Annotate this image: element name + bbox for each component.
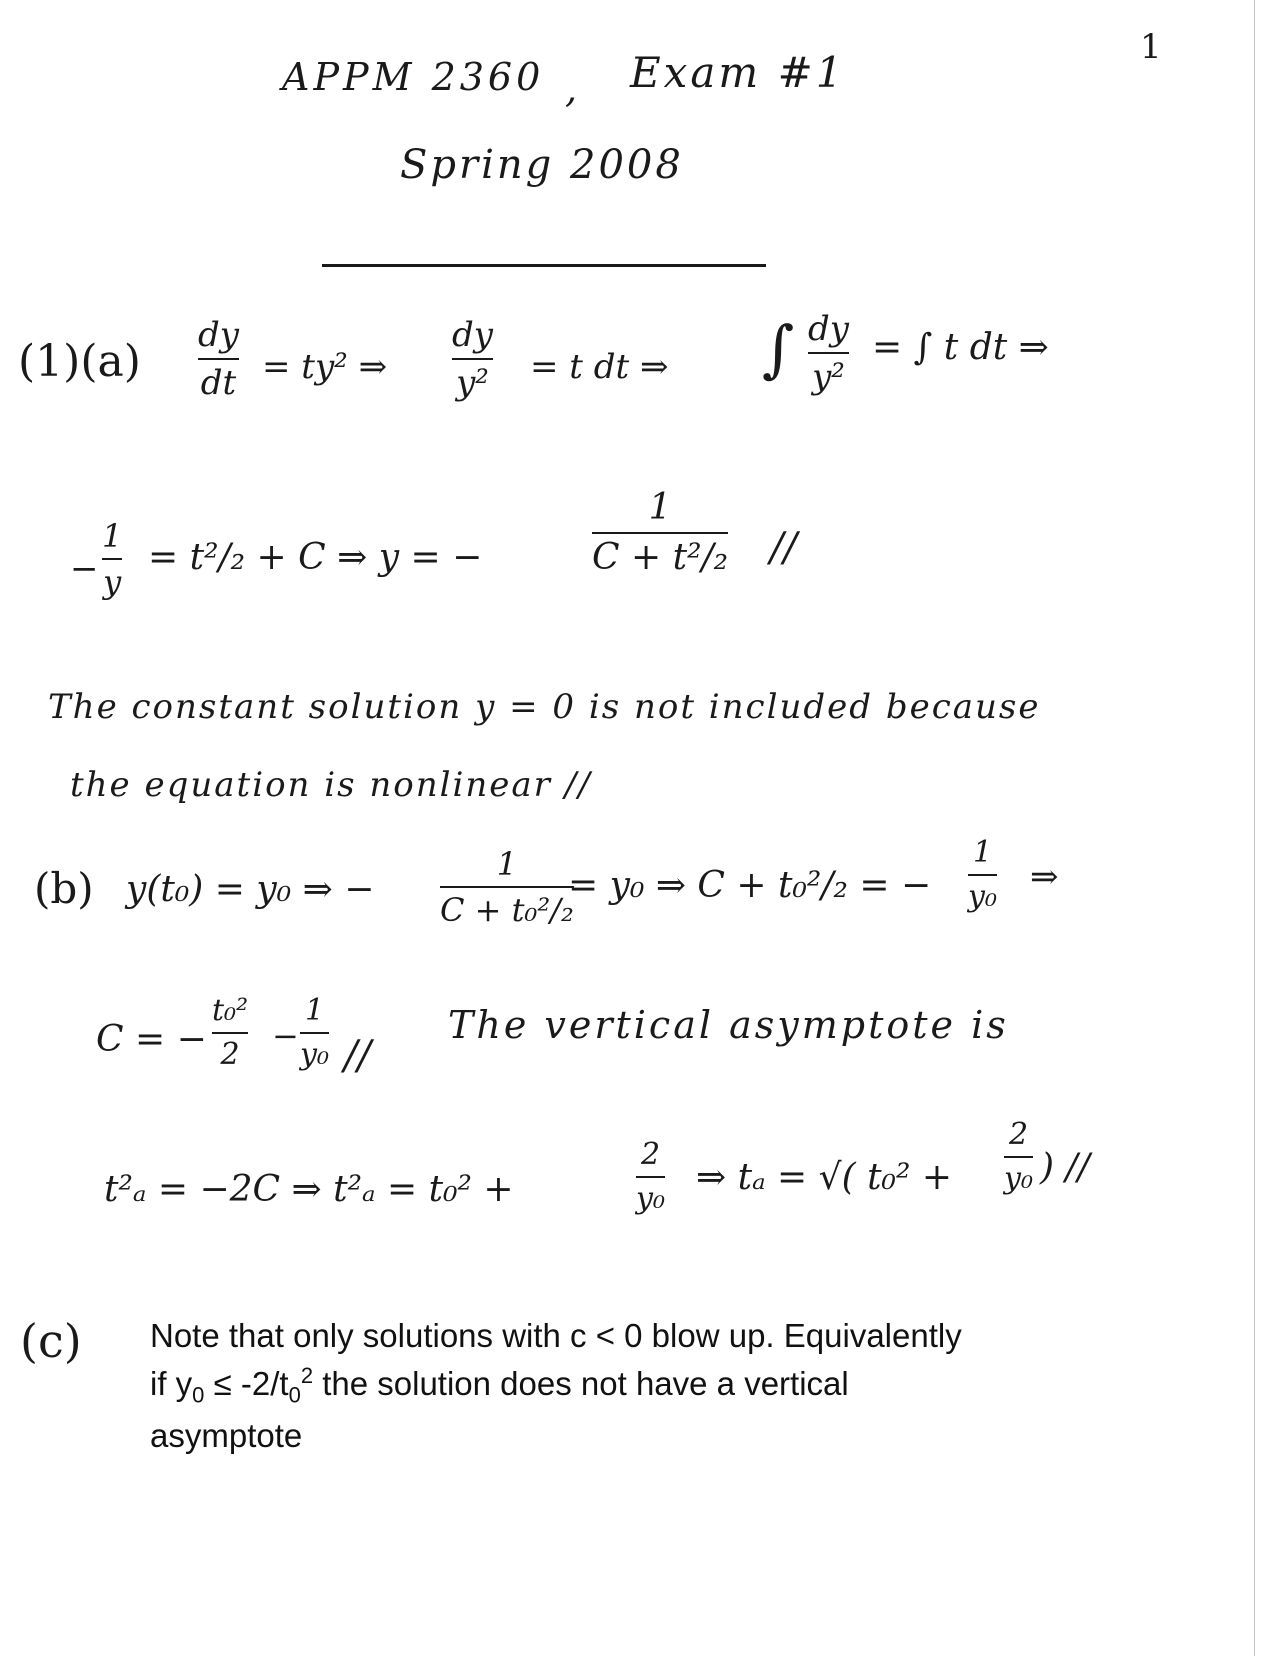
superscript: 2 xyxy=(300,1363,314,1388)
fraction-denominator: y₀ xyxy=(968,879,997,914)
fraction-numerator: 1 xyxy=(496,845,518,883)
fraction-numerator: dy xyxy=(808,309,849,349)
equation-rhs: = ∫ t dt ⇒ xyxy=(872,327,1049,368)
answer-mark: ) // xyxy=(1040,1147,1090,1188)
part-c-text xyxy=(150,1316,1150,1456)
page-number: 1 xyxy=(1140,27,1162,67)
fraction-denominator: C + t²/₂ xyxy=(592,537,729,578)
subscript: 0 xyxy=(288,1382,301,1408)
scan-edge-line xyxy=(1254,0,1255,1656)
fraction-bar xyxy=(1004,1156,1033,1158)
fraction-denominator: y xyxy=(103,563,122,601)
answer-mark: // xyxy=(770,525,797,571)
header-rule xyxy=(322,264,766,267)
integral-sign: ∫ xyxy=(762,312,795,385)
fraction-numerator: 2 xyxy=(640,1137,661,1172)
fraction-dy-y2 xyxy=(452,315,493,403)
fraction-numerator: dy xyxy=(452,315,493,355)
exam-title-course: APPM 2360 xyxy=(282,55,545,99)
fraction-bar xyxy=(808,352,849,354)
implies-arrow: ⇒ xyxy=(1030,857,1059,897)
fraction-denominator: y² xyxy=(812,357,845,397)
fraction-dy-dt xyxy=(198,315,239,403)
exam-title-exam: Exam #1 xyxy=(630,48,846,97)
fraction-numerator: 2 xyxy=(1008,1117,1029,1152)
fraction-numerator: 1 xyxy=(102,517,123,555)
equation-middle: = y₀ ⇒ C + t₀²/₂ = − xyxy=(568,865,932,906)
equation-lhs: t²ₐ = −2C ⇒ t²ₐ = t₀² + xyxy=(104,1169,514,1210)
equation-middle: ⇒ tₐ = √( t₀² + xyxy=(696,1157,953,1198)
fraction-one-over-y xyxy=(102,517,123,601)
fraction-two-over-y0 xyxy=(636,1137,665,1216)
fraction-denominator: y₀ xyxy=(300,1037,329,1072)
fraction-numerator: 1 xyxy=(648,487,672,528)
text-line: asymptote xyxy=(150,1416,303,1454)
minus-sign: − xyxy=(70,549,99,589)
fraction-one-over-c xyxy=(440,845,574,929)
part-a-label: (1)(a) xyxy=(18,336,141,387)
text-line: Note that only solutions with c < 0 blow up. Equivalently xyxy=(150,1317,962,1354)
note-line: the equation is nonlinear // xyxy=(70,765,592,805)
fraction-denominator: y₀ xyxy=(636,1181,665,1216)
equation-lhs: C = − xyxy=(96,1019,207,1060)
equation-middle: = t²/₂ + C ⇒ y = − xyxy=(148,537,483,578)
fraction-one-over-y0 xyxy=(300,993,329,1072)
fraction-denominator: dt xyxy=(200,363,237,403)
fraction-bar xyxy=(636,1176,665,1178)
equation-rhs: = ty² ⇒ xyxy=(262,347,388,387)
note-line: The constant solution y = 0 is not included because xyxy=(48,687,1041,727)
fraction-bar xyxy=(440,886,574,888)
fraction-bar xyxy=(968,874,997,876)
fraction-numerator: 1 xyxy=(304,993,325,1028)
fraction-solution xyxy=(592,487,729,578)
answer-mark: // xyxy=(344,1033,371,1079)
exam-subtitle: Spring 2008 xyxy=(400,142,684,188)
text-run: the solution does not have a vertical xyxy=(313,1365,849,1402)
fraction-denominator: C + t₀²/₂ xyxy=(440,891,574,929)
text-run: if y xyxy=(150,1365,193,1402)
fraction-denominator: 2 xyxy=(220,1037,240,1072)
note-line: The vertical asymptote is xyxy=(448,1003,1009,1047)
fraction-t0sq-over-2 xyxy=(212,993,249,1072)
equation-rhs: = t dt ⇒ xyxy=(530,347,669,387)
fraction-two-over-y0 xyxy=(1004,1117,1033,1196)
exam-title-comma: , xyxy=(565,67,578,111)
fraction-one-over-y0 xyxy=(968,835,997,914)
subscript: 0 xyxy=(192,1382,205,1408)
fraction-numerator: 1 xyxy=(972,835,993,870)
fraction-bar xyxy=(592,532,728,534)
minus-sign: − xyxy=(272,1017,299,1055)
part-b-label: (b) xyxy=(34,864,94,913)
equation-lhs: y(t₀) = y₀ ⇒ − xyxy=(126,869,375,910)
fraction-bar xyxy=(452,358,493,360)
fraction-bar xyxy=(198,358,239,360)
part-c-label: (c) xyxy=(20,1314,82,1368)
fraction-denominator: y₀ xyxy=(1004,1161,1033,1196)
fraction-bar xyxy=(300,1032,329,1034)
fraction-bar xyxy=(212,1032,248,1034)
text-run: ≤ -2/t xyxy=(204,1365,289,1402)
fraction-denominator: y² xyxy=(456,363,489,403)
fraction-integrand xyxy=(808,309,849,397)
text-line xyxy=(150,1356,1150,1416)
fraction-numerator: dy xyxy=(198,315,239,355)
fraction-bar xyxy=(102,558,122,560)
fraction-numerator: t₀² xyxy=(212,993,249,1028)
